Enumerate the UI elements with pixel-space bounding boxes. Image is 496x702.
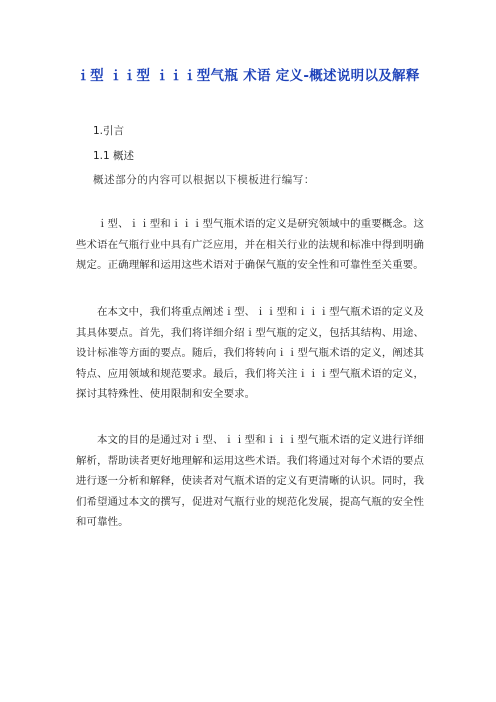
section-heading: 1.引言 bbox=[93, 125, 125, 137]
document-title: ｉ型 ｉｉ型 ｉｉｉ型气瓶 术语 定义-概述说明以及解释 bbox=[76, 68, 420, 84]
paragraph-1: ｉ型、ｉｉ型和ｉｉｉ型气瓶术语的定义是研究领域中的重要概念。这些术语在气瓶行业中具有广泛应用，并在相关行业的法规和标准中得到明确规定。正确理解和运用这些术语对于确保气瓶的安全性和可靠性至关重要。 bbox=[76, 218, 424, 271]
paragraph-3: 本文的目的是通过对ｉ型、ｉｉ型和ｉｉｉ型气瓶术语的定义进行详细解析，帮助读者更好地理解和运用这些术语。我们将通过对每个术语的要点进行逐一分析和解释，使读者对气瓶术语的定义有更清晰的认识。同时，我们希望通过本文的撰写，促进对气瓶行业的规范化发展，提高气瓶的安全性和可靠性。 bbox=[76, 434, 424, 528]
subsection-heading: 1.1 概述 bbox=[93, 150, 135, 162]
intro-line: 概述部分的内容可以根据以下模板进行编写： bbox=[93, 174, 315, 186]
paragraph-2: 在本文中，我们将重点阐述ｉ型、ｉｉ型和ｉｉｉ型气瓶术语的定义及其具体要点。首先，我们将详细介绍ｉ型气瓶的定义，包括其结构、用途、设计标准等方面的要点。随后，我们将转向ｉｉ型气瓶术语的定义，阐述其特点、应用领域和规范要求。最后，我们将关注ｉｉｉ型气瓶术语的定义，探讨其特殊性、使用限制和安全要求。 bbox=[76, 306, 424, 400]
